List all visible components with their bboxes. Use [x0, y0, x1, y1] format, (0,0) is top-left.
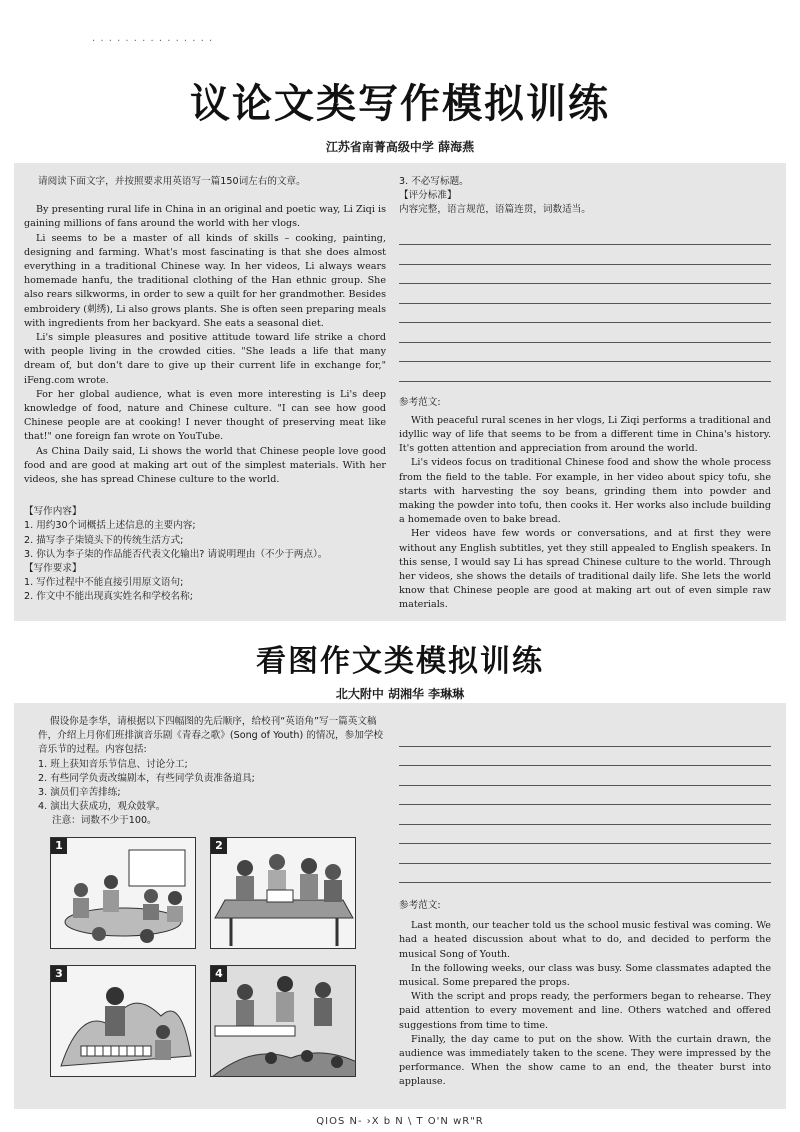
- top-caption: · · · · · · · · · · · · · · ·: [92, 36, 214, 47]
- requirement-heading: 【写作要求】: [24, 563, 82, 575]
- task-item: 1. 班上获知音乐节信息、讨论分工;: [38, 758, 188, 770]
- passage-paragraph: By presenting rural life in China in an original and poetic way, Li Ziqi is gaining millions of fans around the world with her vlogs.: [24, 204, 386, 230]
- section2-intro: 假设你是李华，请根据以下四幅图的先后顺序，给校刊“英语角”写一篇英文稿件，介绍上月你们班排演音乐剧《青春之歌》(Song of Youth) 的情况，参加学校音乐节的过程。内容包括:: [38, 716, 384, 756]
- writing-line[interactable]: [399, 304, 771, 324]
- rehearsal-illustration: [51, 966, 196, 1077]
- writing-line[interactable]: [399, 245, 771, 265]
- section1-byline: 江苏省南菁高级中学 薛海燕: [325, 140, 475, 154]
- class-discussion-illustration: [51, 838, 196, 949]
- writing-line[interactable]: [399, 343, 771, 363]
- writing-line[interactable]: [399, 747, 771, 767]
- picture-number: 1: [51, 838, 67, 854]
- writing-line[interactable]: [399, 727, 771, 747]
- section2-title: 看图作文类模拟训练: [256, 644, 544, 679]
- passage-paragraph: As China Daily said, Li shows the world that Chinese people love good food and are good at making art out of the simplest materials. With her videos, she has spread Chinese culture to the world.: [24, 445, 386, 486]
- requirement-item: 3. 不必写标题。: [399, 176, 469, 187]
- writing-line[interactable]: [399, 284, 771, 304]
- content-heading: 【写作内容】: [24, 506, 82, 518]
- scoring-criteria: 内容完整，语言规范，语篇连贯，词数适当。: [399, 204, 591, 216]
- writing-line[interactable]: [399, 265, 771, 285]
- page-footer: QIOS N- ›X b N \ T O'N wR"R: [316, 1116, 484, 1127]
- content-item: 2. 描写李子柒镜头下的传统生活方式;: [24, 534, 184, 546]
- writing-line[interactable]: [399, 226, 771, 246]
- sample-paragraph: Finally, the day came to put on the show. With the curtain drawn, the audience was immediately taken to the scene. They were impressed by the performance. When the show came to an end, the theater burst into applause.: [399, 1033, 771, 1088]
- section1-title: 议论文类写作模拟训练: [190, 81, 610, 127]
- word-count-note: 注意：词数不少于100。: [52, 815, 157, 827]
- writing-lines[interactable]: [399, 727, 771, 883]
- section2-left-column: [38, 715, 390, 829]
- writing-line[interactable]: [399, 786, 771, 806]
- sample-paragraph: With peaceful rural scenes in her vlogs, Li Ziqi performs a traditional and idyllic way of life that seems to be from a different time in China's history. It's gotten attention and appreciation from around the world.: [399, 414, 771, 455]
- picture-number: 2: [211, 838, 227, 854]
- section1-intro: 请阅读下面文字，并按照要求用英语写一篇150词左右的文章。: [38, 176, 306, 187]
- props-preparation-illustration: [211, 838, 356, 949]
- section2-right-column: [399, 727, 771, 1090]
- sample-paragraph: In the following weeks, our class was busy. Some classmates adapted the musical. Some prepared the props.: [399, 962, 771, 989]
- sample-paragraph: Li's videos focus on traditional Chinese food and show the whole process from the field to the table. For example, in her video about spicy tofu, she starts with harvesting the soy beans, grinding them into powder and making the powder into tofu, then cooks it. Her works also include building a homemade oven to bake bread.: [399, 457, 771, 526]
- passage-paragraph: For her global audience, what is even more interesting is Li's deep knowledge of food, nature and Chinese culture. "I can see how good Chinese people are at cooking! I never thought of preserving meat like that!" one foreign fan wrote on YouTube.: [24, 388, 386, 443]
- requirement-item: 2. 作文中不能出现真实姓名和学校名称;: [24, 591, 193, 603]
- section1-left-column: [24, 175, 386, 605]
- writing-line[interactable]: [399, 864, 771, 884]
- picture-2: [210, 837, 356, 949]
- section1-panel: [14, 163, 786, 621]
- sample-paragraph: Her videos have few words or conversations, and at first they were without any English subtitles, yet they still appealed to English speakers. In this sense, I would say Li has spread Chinese culture to the world. Through her videos, she shows the details of traditional daily life. She lets the world know that Chinese people are good at making art out of even simple raw materials.: [399, 528, 771, 611]
- sample-label: 参考范文:: [399, 396, 441, 408]
- section2-byline: 北大附中 胡湘华 李琳琳: [335, 687, 465, 701]
- performance-illustration: [211, 966, 356, 1077]
- writing-line[interactable]: [399, 323, 771, 343]
- picture-3: [50, 965, 196, 1077]
- task-item: 2. 有些同学负责改编剧本，有些同学负责准备道具;: [38, 772, 255, 784]
- passage-paragraph: Li seems to be a master of all kinds of skills – cooking, painting, designing and farming. What's most fascinating is that she does almost everything in a traditional Chinese way. In her videos, Li always wears homemade hanfu, the traditional clothing of the Han ethnic group. She also rears silkworms, in order to sew a quilt for her grandmother. Besides embroidery (刺绣), Li also grows plants. She is often seen preparing meals with ingredients from her backyard. She eats a seasonal diet.: [24, 232, 386, 329]
- writing-lines[interactable]: [399, 226, 771, 382]
- sample-paragraph: Last month, our teacher told us the school music festival was coming. We had a heated discussion about what to do, and decided to perform the musical Song of Youth.: [399, 920, 771, 960]
- sample-label: 参考范文:: [399, 900, 441, 911]
- passage-paragraph: Li's simple pleasures and positive attitude toward life strike a chord with people living in the crowded cities. "She leads a life that many dream of, but don't dare to give up their current life in exchange for," iFeng.com wrote.: [24, 332, 386, 386]
- sample-paragraph: With the script and props ready, the performers began to rehearse. They paid attention to every movement and line. Others watched and offered suggestions from time to time.: [399, 991, 771, 1031]
- section2-panel: [14, 703, 786, 1109]
- writing-line[interactable]: [399, 766, 771, 786]
- picture-1: [50, 837, 196, 949]
- requirement-item: 1. 写作过程中不能直接引用原文语句;: [24, 577, 184, 589]
- writing-line[interactable]: [399, 825, 771, 845]
- task-item: 3. 演员们辛苦排练;: [38, 787, 121, 799]
- picture-4: [210, 965, 356, 1077]
- picture-number: 4: [211, 966, 227, 982]
- picture-number: 3: [51, 966, 67, 982]
- task-item: 4. 演出大获成功，观众鼓掌。: [38, 801, 166, 813]
- content-item: 3. 你认为李子柒的作品能否代表文化输出? 请说明理由（不少于两点）。: [24, 548, 328, 560]
- section1-right-column: [399, 175, 771, 613]
- writing-line[interactable]: [399, 362, 771, 382]
- scoring-heading: 【评分标准】: [399, 190, 457, 202]
- content-item: 1. 用约30个词概括上述信息的主要内容;: [24, 520, 196, 532]
- writing-line[interactable]: [399, 805, 771, 825]
- writing-line[interactable]: [399, 844, 771, 864]
